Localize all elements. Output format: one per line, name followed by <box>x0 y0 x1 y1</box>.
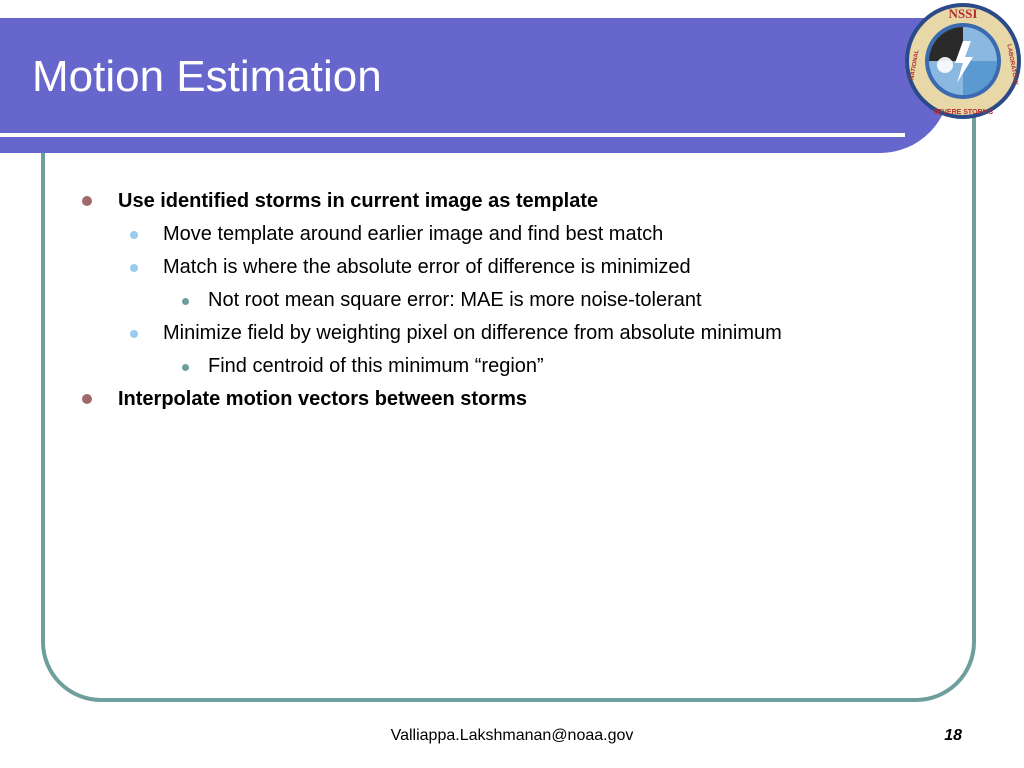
nssl-logo <box>903 1 1023 121</box>
bullet-text: Use identified storms in current image as template <box>118 190 599 212</box>
bullet-text: Find centroid of this minimum “region” <box>208 355 544 377</box>
page-number: 18 <box>944 727 962 744</box>
bullet-item-level2 <box>78 218 958 251</box>
logo-text-bottom: SEVERE STORMS <box>932 109 994 116</box>
logo-text-right: LABORATORY <box>1005 43 1019 86</box>
bullet-item-level2 <box>78 317 958 350</box>
bullet-text: Minimize field by weighting pixel on difference from absolute minimum <box>163 322 782 344</box>
bullet-dot-icon <box>182 298 189 305</box>
logo-text-left: NATIONAL <box>909 49 921 81</box>
bullet-item-level2 <box>78 251 958 284</box>
footer-email: Valliappa.Lakshmanan@noaa.gov <box>390 727 634 744</box>
bullet-dot-icon <box>130 330 138 338</box>
bullet-list <box>78 185 958 416</box>
bullet-text: Interpolate motion vectors between storms <box>118 388 527 410</box>
bullet-dot-icon <box>82 196 92 206</box>
slide-title: Motion Estimation <box>32 52 382 101</box>
bullet-text: Move template around earlier image and find best match <box>163 223 664 245</box>
logo-text-top: NSSI <box>948 6 978 21</box>
bullet-item-level3 <box>78 350 958 383</box>
bullet-item-level1 <box>78 185 958 218</box>
bullet-dot-icon <box>130 231 138 239</box>
bullet-text: Match is where the absolute error of difference is minimized <box>163 256 691 278</box>
bullet-item-level3 <box>78 284 958 317</box>
slide-body <box>78 185 958 416</box>
bullet-dot-icon <box>82 394 92 404</box>
title-divider <box>0 133 905 137</box>
bullet-text: Not root mean square error: MAE is more noise-tolerant <box>208 289 702 311</box>
bullet-dot-icon <box>130 264 138 272</box>
bullet-dot-icon <box>182 364 189 371</box>
bullet-item-level1 <box>78 383 958 416</box>
